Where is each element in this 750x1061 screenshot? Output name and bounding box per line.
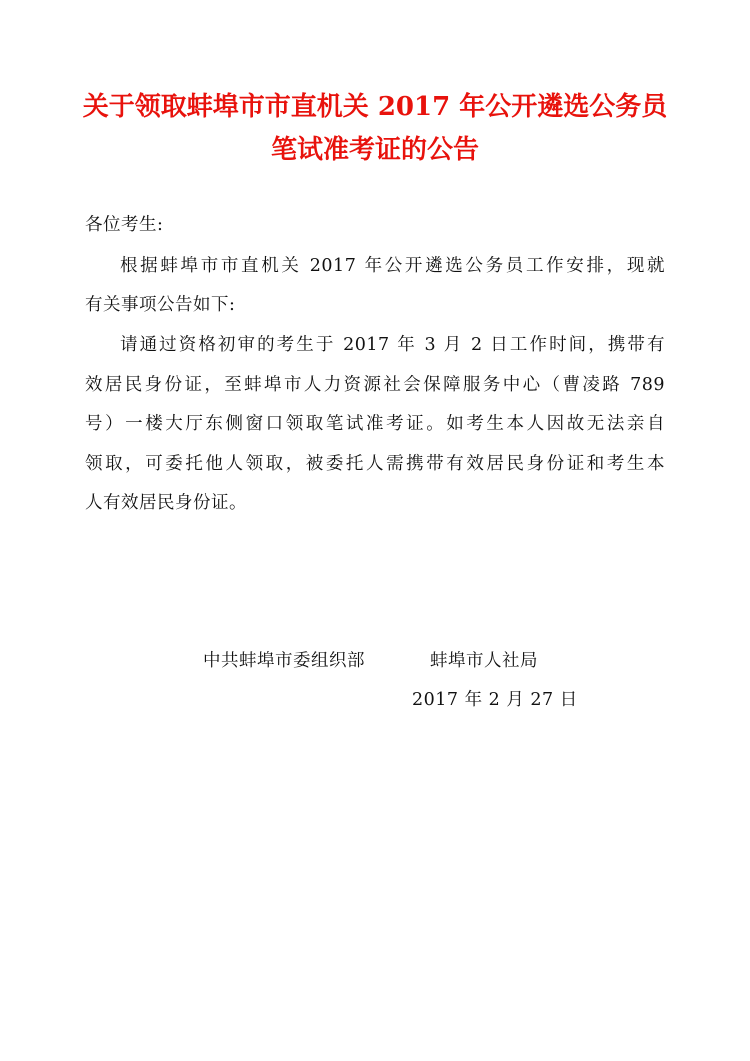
greeting: 各位考生:: [85, 215, 164, 235]
signature-organization-2: 蚌埠市人社局: [430, 651, 538, 671]
paragraph-2-line-4: 领取，可委托他人领取，被委托人需携带有效居民身份证和考生本: [85, 454, 665, 474]
document-title-line-2: 笔试准考证的公告: [270, 135, 479, 165]
signature-date: 2017 年 2 月 27 日: [412, 690, 578, 710]
paragraph-2-line-3: 号）一楼大厅东侧窗口领取笔试准考证。如考生本人因故无法亲自: [85, 414, 665, 434]
signature-organization-1: 中共蚌埠市委组织部: [203, 651, 365, 671]
paragraph-2-line-5: 人有效居民身份证。: [85, 493, 247, 513]
document-title-line-1: 关于领取蚌埠市市直机关 2017 年公开遴选公务员: [82, 92, 668, 122]
paragraph-2-line-2: 效居民身份证，至蚌埠市人力资源社会保障服务中心（曹凌路 789: [85, 375, 665, 395]
paragraph-2-line-1: 请通过资格初审的考生于 2017 年 3 月 2 日工作时间，携带有: [120, 335, 665, 355]
paragraph-1-line-1: 根据蚌埠市市直机关 2017 年公开遴选公务员工作安排，现就: [120, 256, 665, 276]
paragraph-1-line-2: 有关事项公告如下:: [85, 295, 236, 315]
